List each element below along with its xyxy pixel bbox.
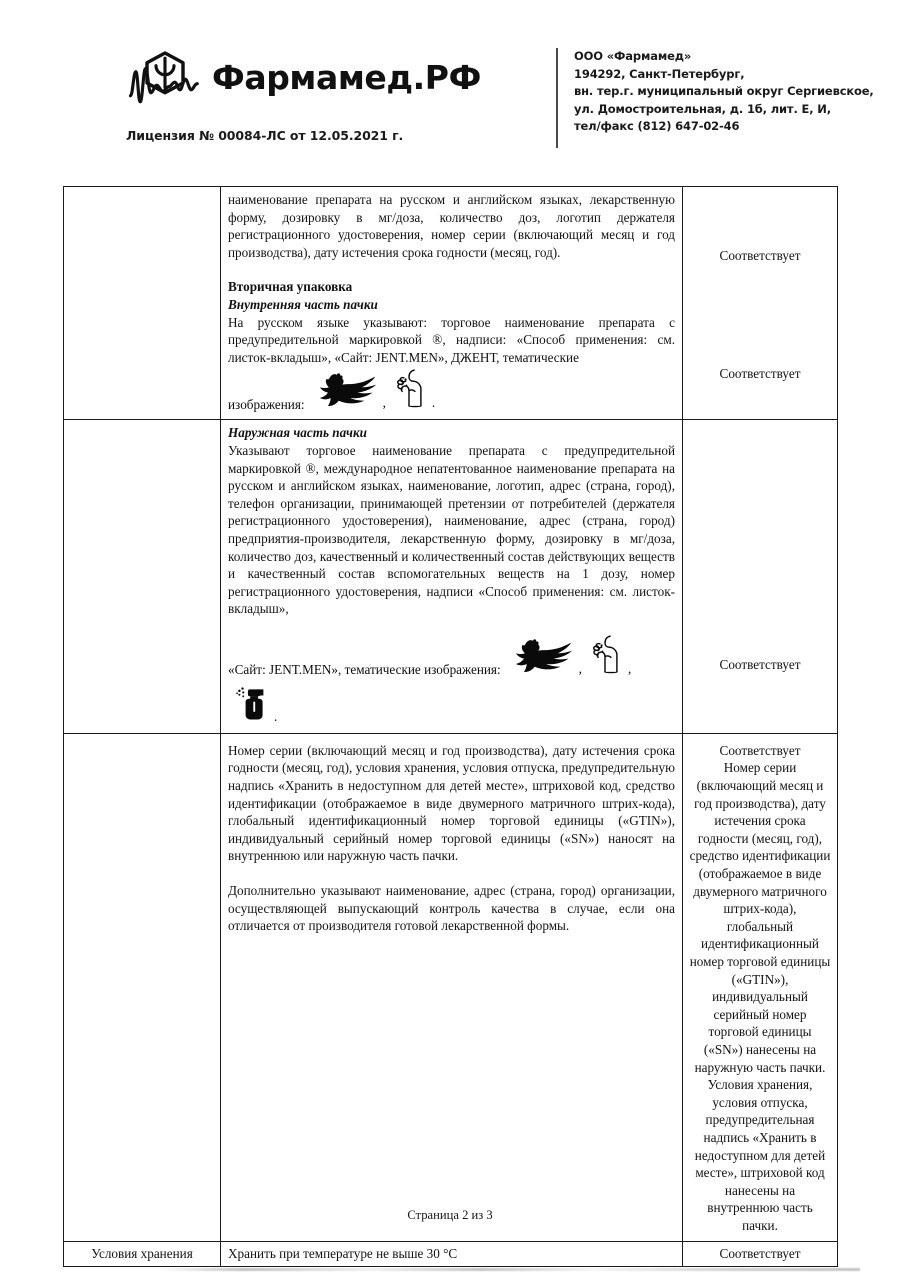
license-line: Лицензия № 00084-ЛС от 12.05.2021 г. (126, 128, 404, 143)
row3-paragraph-1: Номер серии (включающий месяц и год производства), дату истечения срока годности (месяц, год), условия хранения, условия отпуска, предупредительную надпись «Хранить в недоступном для детей месте», штриховой код, средство идентификации (отображаемое в виде двумерного матричного штрих-кода), глобальный идентификационный номер торговой единицы («GTIN»), индивидуальный серийный номер торговой единицы («SN») наносят на внутреннюю или наружную часть пачки. (228, 742, 675, 864)
galloping-horse-icon (311, 372, 377, 413)
row2-result-3: Соответствует (719, 657, 801, 673)
row4-result-cell (683, 1241, 838, 1267)
table-row (64, 420, 838, 734)
row2-art-lead-in: «Сайт: JENT.MEN», тематические изображения: (228, 662, 501, 678)
company-district: вн. тер.г. муниципальный округ Сергиевское, (574, 84, 874, 98)
row3-result-cell (683, 733, 838, 1241)
row2-paragraph: Указывают торговое наименование препарата с предупредительной маркировкой ®, международное непатентованное наименование препарата на русском и английском языках, наименование, логотип, адрес (страна, город), телефон организации, принимающей претензии от потребителей (держателя регистрационного удостоверения), наименование, адрес (страна, город) предприятия-производителя, лекарственную форму, дозировку в мг/доза, количество доз, качественный и количественный состав действующих веществ и качественный состав вспомогательных веществ на 1 дозу, номер регистрационного удостоверения, надписи «Способ применения: см. листок-вкладыш», (228, 442, 675, 617)
company-phone: тел/факс (812) 647-02-46 (574, 119, 740, 133)
row1-result-1: Соответствует (719, 248, 801, 263)
row4-requirement: Хранить при температуре не выше 30 °C (228, 1245, 458, 1261)
company-postal-city: 194292, Санкт-Петербург, (574, 66, 745, 81)
row3-paragraph-2: Дополнительно указывают наименование, адрес (страна, город) организации, осуществляющей выпускающий контроль качества в случае, если она отличается от производителя готовой лекарственной формы. (228, 883, 675, 934)
row4-result: Соответствует (719, 1245, 801, 1261)
row2-thematic-images-second-line (228, 683, 675, 727)
row2-result-cell (683, 420, 838, 734)
row1-requirement-cell (221, 187, 683, 420)
brand-name: Фармамед.РФ (212, 57, 481, 97)
row1-art-lead-in: изображения: (228, 396, 305, 412)
row2-art-period: . (274, 708, 278, 724)
row3-label-cell (64, 733, 221, 1241)
row1-art-period: . (431, 395, 436, 411)
row2-art-comma-2: , (627, 660, 632, 676)
row1-result-2: Соответствует (719, 365, 801, 381)
table-row (64, 187, 838, 420)
galloping-horse-icon (507, 638, 573, 679)
row1-subheading-inner-pack: Внутренняя часть пачки (228, 296, 378, 312)
row3-result-body: Номер серии (включающий месяц и год производства), дату истечения срока годности (месяц, год), средство идентификации (отображаемое в виде двумерного матричного штрих-кода), глобальный идентификационный номер торговой единицы («GTIN»), индивидуальный серийный номер торговой единицы («SN») нанесены на наружную часть пачки. Условия хранения, условия отпуска, предупредительная надпись «Хранить в недоступном для детей месте», штриховой код нанесены на внутреннюю часть пачки. (689, 760, 831, 1233)
page-footer: Страница 2 из 3 (407, 1208, 493, 1222)
table-row (64, 1241, 838, 1267)
row1-label-cell (64, 187, 221, 420)
row3-result-heading: Соответствует (719, 742, 801, 758)
spray-bottle-icon (234, 683, 268, 727)
letterhead (0, 0, 900, 180)
row4-label-cell (64, 1241, 221, 1267)
row1-subheading-secondary-pack: Вторичная упаковка (228, 279, 353, 295)
hexagon-pharma-ecg-logo-icon (126, 46, 204, 108)
row1-art-comma-1: , (382, 395, 386, 411)
scan-artifact (160, 1268, 860, 1271)
row4-requirement-cell (221, 1241, 683, 1267)
row1-paragraph-1: наименование препарата на русском и английском языках, лекарственную форму, дозировку в мг/доза, количество доз, логотип держателя регистрационного удостоверения, номер серии (включающий месяц и год производства), дату истечения срока годности (месяц, год). (228, 192, 675, 260)
row1-thematic-images (228, 368, 675, 413)
row2-subheading-outer-pack: Наружная часть пачки (228, 425, 368, 441)
brand-block (126, 46, 526, 143)
row2-requirement-cell (221, 420, 683, 734)
row3-requirement-cell (221, 733, 683, 1241)
spray-hand-icon (392, 368, 426, 413)
table-row (64, 733, 838, 1241)
company-name: ООО «Фармамед» (574, 49, 692, 63)
row2-art-comma-1: , (578, 660, 582, 676)
row4-label: Условия хранения (91, 1245, 193, 1261)
company-contact-block (556, 48, 874, 148)
row2-label-cell (64, 420, 221, 734)
row1-paragraph-2: На русском языке указывают: торговое наименование препарата с предупредительной маркировкой ®, надписи: «Способ применения: см. листок-вкладыш», «Сайт: JENT.MEN», ДЖЕНТ, тематические (228, 314, 675, 365)
spray-hand-icon (588, 634, 622, 679)
company-street: ул. Домостроительная, д. 1б, лит. Е, И, (574, 101, 831, 116)
row1-result-cell (683, 187, 838, 420)
compliance-table (63, 186, 838, 1267)
row2-thematic-images (228, 634, 675, 679)
